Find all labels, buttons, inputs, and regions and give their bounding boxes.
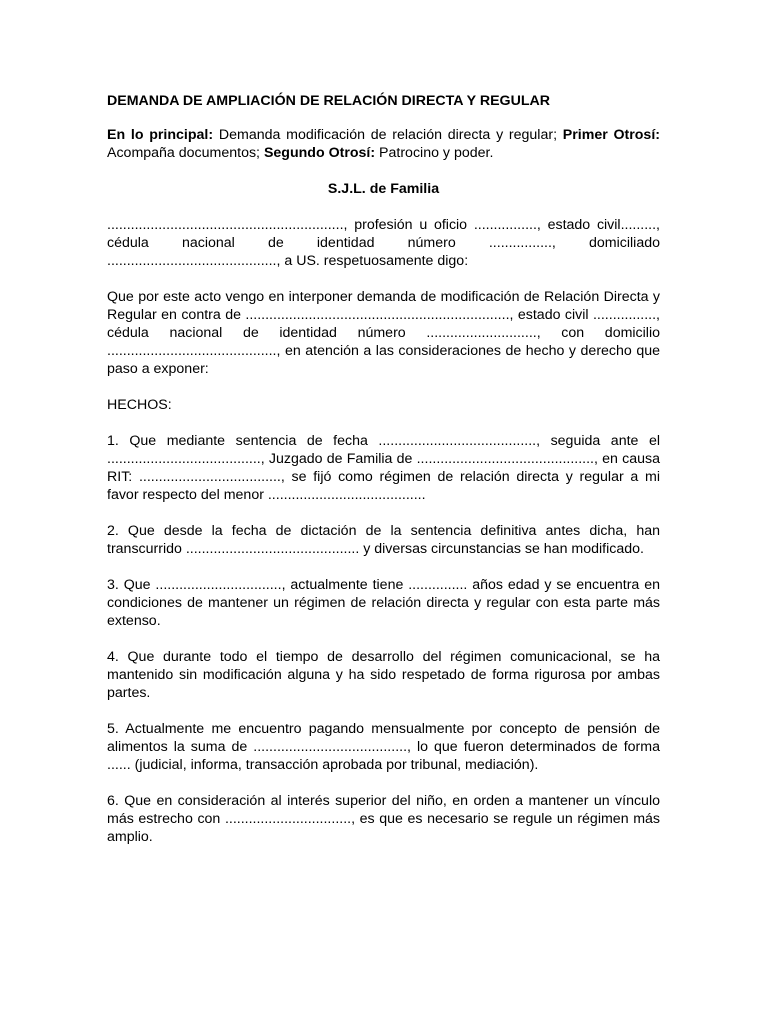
fact-paragraph-3: 3. Que ................................, actualmente tiene ............... años edad y se encuentra en condiciones de mantener un régimen de relación directa y regular con esta parte más extenso. — [107, 577, 660, 629]
fact-paragraph-6: 6. Que en consideración al interés superior del niño, en orden a mantener un vínculo más estrecho con ................................, es que es necesario se regule un régimen más amplio. — [107, 793, 660, 845]
intro-paragraph: ............................................................, profesión u oficio ................, estado civil........., cédula nacional de identidad número ................, domiciliado ..........................................., a US. respetuosamente digo: — [107, 217, 660, 269]
primer-otrosi-text: Acompaña documentos; — [107, 145, 264, 161]
hechos-heading: HECHOS: — [107, 397, 172, 413]
principal-summary — [107, 126, 660, 162]
fact-paragraph-4: 4. Que durante todo el tiempo de desarrollo del régimen comunicacional, se ha mantenido sin modificación alguna y ha sido respetado de forma rigurosa por ambas partes. — [107, 649, 660, 701]
fact-paragraph-5: 5. Actualmente me encuentro pagando mensualmente por concepto de pensión de alimentos la suma de ......................................., lo que fueron determinados de forma ...... (judicial, informa, transacción aprobada por tribunal, mediación). — [107, 721, 660, 773]
court-heading: S.J.L. de Familia — [327, 181, 440, 197]
document-title: DEMANDA DE AMPLIACIÓN DE RELACIÓN DIRECTA Y REGULAR — [107, 93, 550, 109]
fact-paragraph-1: 1. Que mediante sentencia de fecha ........................................, seguida ante el ......................................., Juzgado de Familia de ............................................., en causa RIT: ...................................., se fijó como régimen de relación directa y regular a mi favor respecto del menor ........................................ — [107, 433, 660, 503]
segundo-otrosi-label: Segundo Otrosí: — [263, 145, 376, 161]
principal-text: Demanda modificación de relación directa y regular; — [213, 127, 563, 143]
demand-paragraph: Que por este acto vengo en interponer demanda de modificación de Relación Directa y Regular en contra de ..................................................................., estado civil ................, cédula nacional de identidad número ............................, con domicilio ..........................................., en atención a las consideraciones de hecho y derecho que paso a exponer: — [107, 289, 660, 377]
principal-label: En lo principal: — [107, 127, 214, 143]
segundo-otrosi-text: Patrocino y poder. — [375, 145, 494, 161]
document-page — [107, 92, 660, 864]
primer-otrosi-label: Primer Otrosí: — [562, 127, 660, 143]
fact-paragraph-2: 2. Que desde la fecha de dictación de la sentencia definitiva antes dicha, han transcurrido ............................................ y diversas circunstancias se han modificado. — [107, 523, 660, 557]
